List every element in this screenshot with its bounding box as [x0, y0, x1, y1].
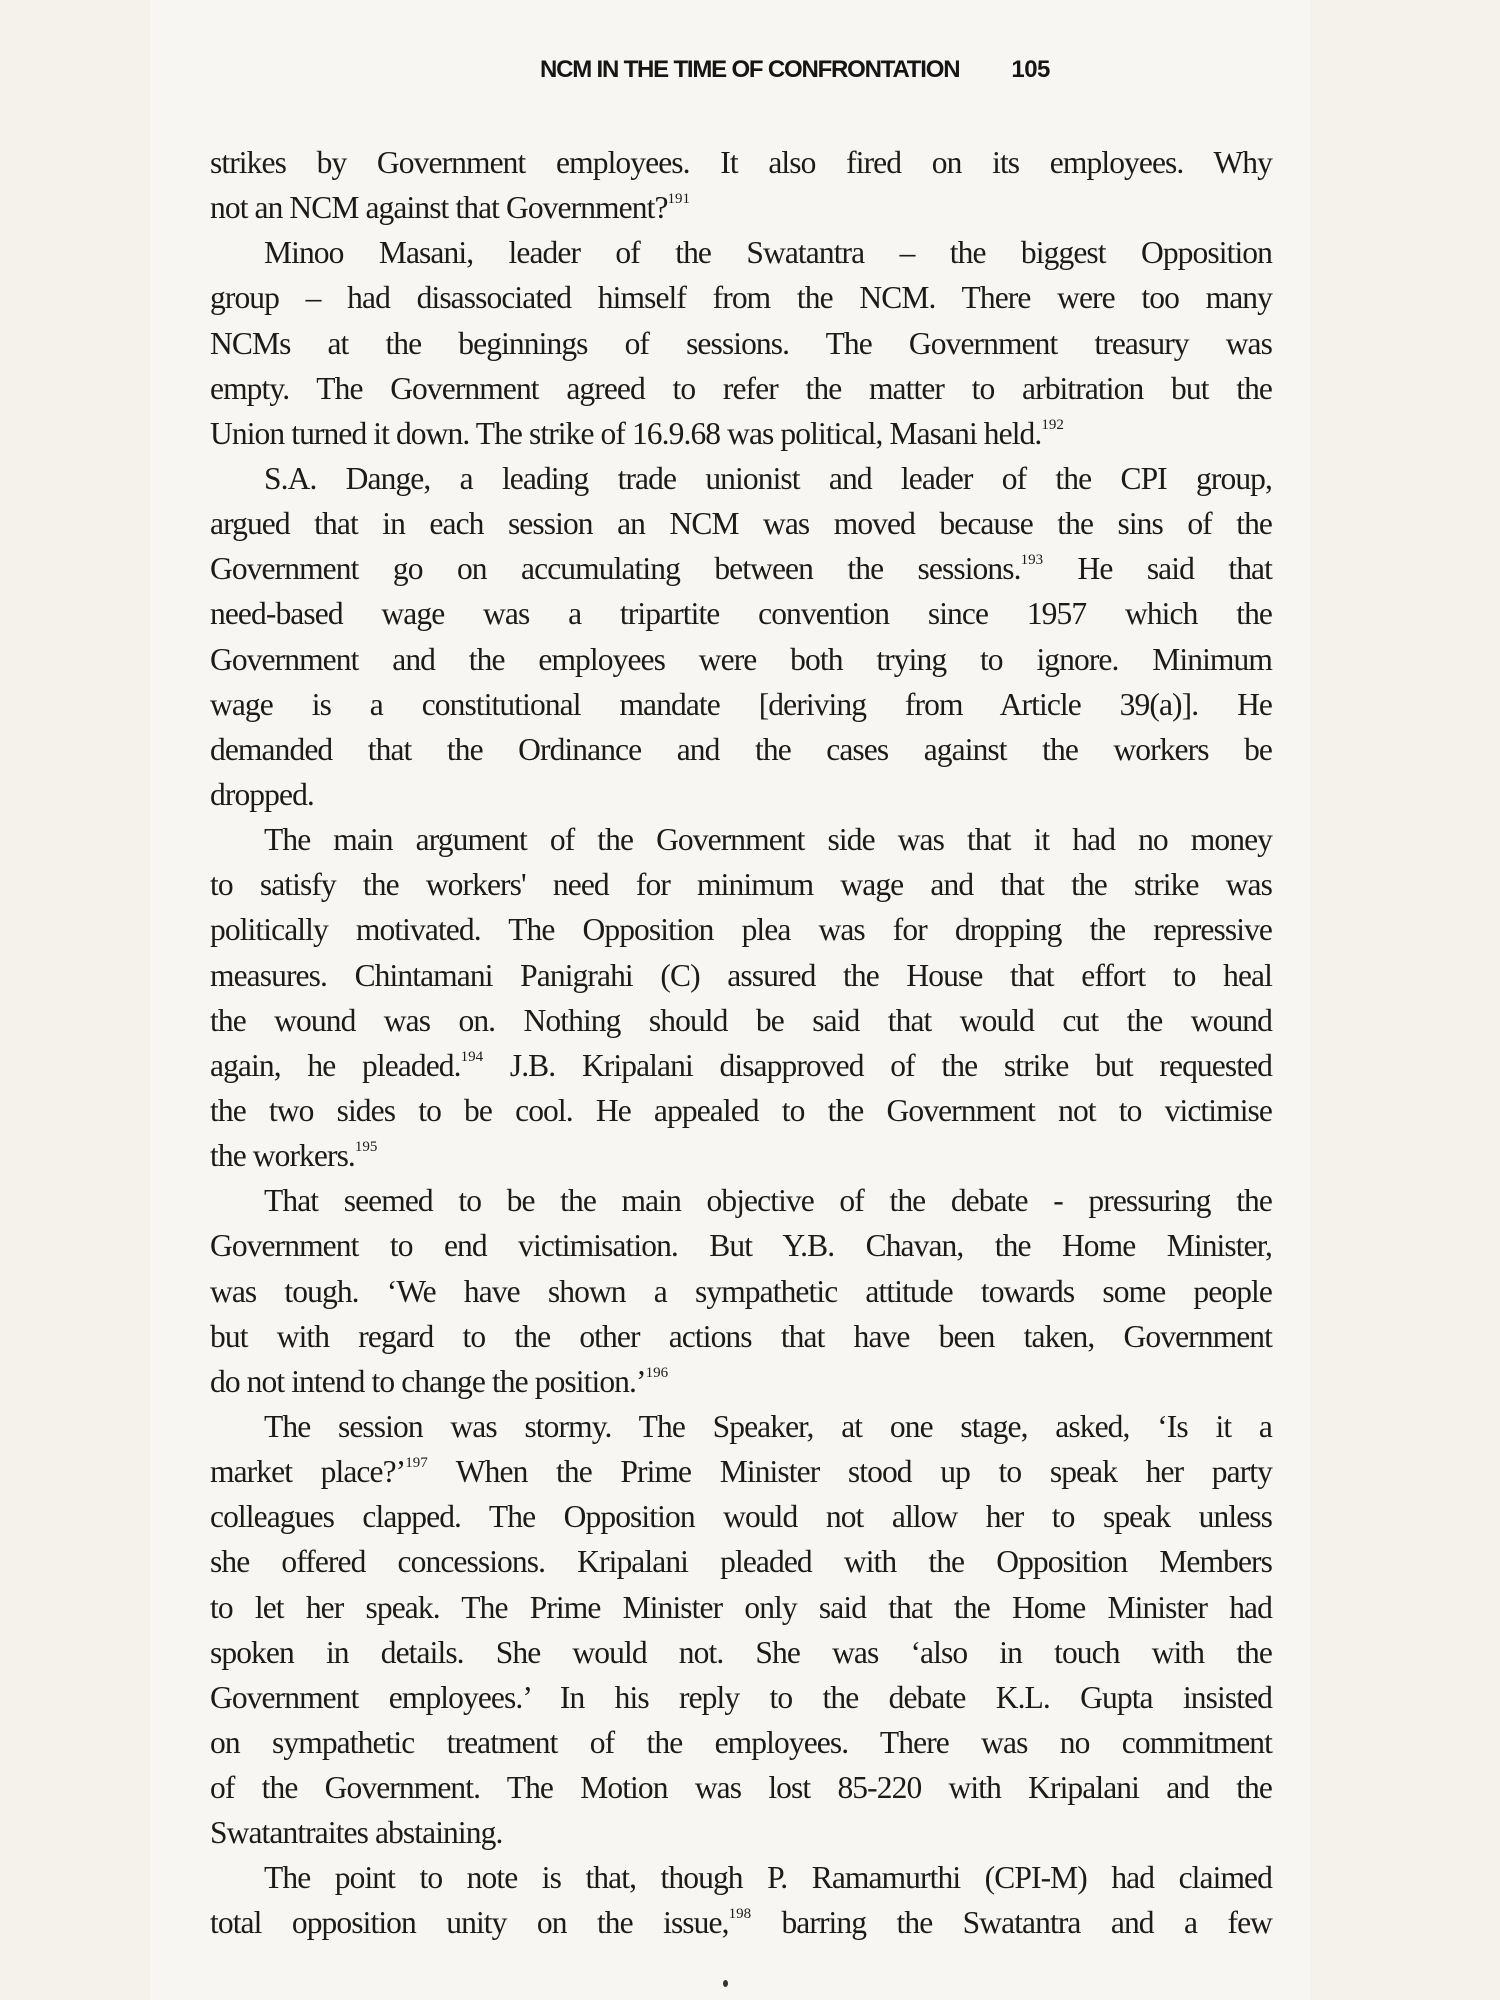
- text-line: [210, 1810, 1272, 1855]
- text-line: [210, 546, 1272, 591]
- line-text: politically motivated. The Opposition plea was for dropping the repressive: [210, 912, 1272, 948]
- page-number: 105: [1011, 56, 1050, 83]
- text-line: [210, 185, 1272, 230]
- line-text: measures. Chintamani Panigrahi (C) assured the House that effort to heal: [210, 957, 1272, 993]
- line-text: The main argument of the Government side was that it had no money: [264, 822, 1272, 858]
- text-line: [210, 411, 1272, 456]
- text-line: [210, 1133, 1272, 1178]
- line-text: He said that: [1043, 551, 1272, 587]
- line-text: to let her speak. The Prime Minister only said that the Home Minister had: [210, 1589, 1272, 1625]
- line-text: The point to note is that, though P. Ramamurthi (CPI-M) had claimed: [264, 1860, 1272, 1896]
- line-text: S.A. Dange, a leading trade unionist and leader of the CPI group,: [264, 460, 1272, 496]
- text-line: [210, 1720, 1272, 1765]
- text-line: [210, 1630, 1272, 1675]
- text-line: [210, 591, 1272, 636]
- text-line: [210, 772, 1272, 817]
- text-line: [210, 1855, 1272, 1900]
- text-line: [210, 1314, 1272, 1359]
- line-text: need-based wage was a tripartite convention since 1957 which the: [210, 596, 1272, 632]
- text-line: [210, 727, 1272, 772]
- line-text: not an NCM against that Government?: [210, 190, 668, 226]
- text-line: [210, 1765, 1272, 1810]
- line-text: Minoo Masani, leader of the Swatantra – the biggest Opposition: [264, 235, 1272, 271]
- line-text: Government go on accumulating between the sessions.: [210, 551, 1021, 587]
- footnote-ref: 191: [667, 191, 691, 208]
- line-text: wage is a constitutional mandate [deriving from Article 39(a)]. He: [210, 686, 1272, 722]
- line-text: J.B. Kripalani disapproved of the strike but requested: [483, 1047, 1272, 1083]
- footnote-ref: 196: [645, 1364, 669, 1381]
- line-text: Government and the employees were both trying to ignore. Minimum: [210, 641, 1272, 677]
- line-text: That seemed to be the main objective of the debate - pressuring the: [264, 1183, 1272, 1219]
- text-line: [210, 1900, 1272, 1945]
- text-line: [210, 501, 1272, 546]
- text-line: [210, 1449, 1272, 1494]
- chapter-title: NCM IN THE TIME OF CONFRONTATION: [540, 56, 960, 83]
- line-text: of the Government. The Motion was lost 85-220 with Kripalani and the: [210, 1770, 1272, 1806]
- line-text: but with regard to the other actions that have been taken, Government: [210, 1318, 1272, 1354]
- text-line: [210, 275, 1272, 320]
- line-text: Swatantraites abstaining.: [210, 1815, 503, 1851]
- body-text: [210, 140, 1272, 1946]
- line-text: Government employees.’ In his reply to the debate K.L. Gupta insisted: [210, 1679, 1272, 1715]
- line-text: total opposition unity on the issue,: [210, 1905, 729, 1941]
- line-text: strikes by Government employees. It also fired on its employees. Why: [210, 145, 1272, 180]
- line-text: empty. The Government agreed to refer the matter to arbitration but the: [210, 370, 1272, 406]
- line-text: barring the Swatantra and a few: [751, 1905, 1272, 1941]
- text-line: [210, 1675, 1272, 1720]
- line-text: spoken in details. She would not. She was ‘also in touch with the: [210, 1634, 1272, 1670]
- line-text: argued that in each session an NCM was moved because the sins of the: [210, 506, 1272, 542]
- line-text: the wound was on. Nothing should be said that would cut the wound: [210, 1002, 1272, 1038]
- text-line: [210, 321, 1272, 366]
- footnote-ref: 192: [1041, 416, 1064, 433]
- text-line: [210, 1178, 1272, 1223]
- line-text: the workers.: [210, 1138, 355, 1174]
- text-line: [210, 1585, 1272, 1630]
- line-text: NCMs at the beginnings of sessions. The Government treasury was: [210, 325, 1272, 361]
- text-line: [210, 907, 1272, 952]
- text-line: [210, 637, 1272, 682]
- line-text: dropped.: [210, 776, 314, 812]
- footnote-ref: 195: [354, 1139, 378, 1156]
- text-line: [210, 682, 1272, 727]
- line-text: was tough. ‘We have shown a sympathetic attitude towards some people: [210, 1273, 1272, 1309]
- text-line: [210, 1494, 1272, 1539]
- line-text: Government to end victimisation. But Y.B. Chavan, the Home Minister,: [210, 1228, 1272, 1264]
- text-line: [210, 1088, 1272, 1133]
- line-text: the two sides to be cool. He appealed to the Government not to victimise: [210, 1092, 1272, 1128]
- text-line: [210, 1223, 1272, 1268]
- line-text: on sympathetic treatment of the employees. There was no commitment: [210, 1724, 1272, 1760]
- text-line: [210, 1359, 1272, 1404]
- text-line: [210, 998, 1272, 1043]
- text-line: [210, 1539, 1272, 1584]
- footnote-ref: 197: [405, 1455, 428, 1472]
- line-text: colleagues clapped. The Opposition would not allow her to speak unless: [210, 1499, 1272, 1535]
- line-text: do not intend to change the position.’: [210, 1363, 646, 1399]
- text-line: [210, 230, 1272, 275]
- text-line: [210, 1404, 1272, 1449]
- line-text: to satisfy the workers' need for minimum wage and that the strike was: [210, 867, 1272, 903]
- running-header: [540, 56, 1050, 84]
- text-line: [210, 140, 1272, 185]
- text-line: [210, 456, 1272, 501]
- text-line: [210, 1269, 1272, 1314]
- line-text: she offered concessions. Kripalani pleaded with the Opposition Members: [210, 1544, 1272, 1580]
- line-text: market place?’: [210, 1454, 406, 1490]
- footnote-ref: 194: [460, 1048, 484, 1065]
- text-line: [210, 953, 1272, 998]
- line-text: The session was stormy. The Speaker, at one stage, asked, ‘Is it a: [264, 1408, 1272, 1444]
- footnote-ref: 198: [728, 1906, 752, 1923]
- line-text: group – had disassociated himself from the NCM. There were too many: [210, 280, 1272, 316]
- line-text: When the Prime Minister stood up to speak her party: [427, 1454, 1272, 1490]
- text-line: [210, 862, 1272, 907]
- line-text: again, he pleaded.: [210, 1047, 461, 1083]
- line-text: Union turned it down. The strike of 16.9.68 was political, Masani held.: [210, 415, 1042, 451]
- line-text: demanded that the Ordinance and the cases against the workers be: [210, 731, 1272, 767]
- text-line: [210, 366, 1272, 411]
- text-line: [210, 1043, 1272, 1088]
- footnote-ref: 193: [1020, 552, 1044, 569]
- ink-speck: [723, 1980, 728, 1987]
- text-line: [210, 817, 1272, 862]
